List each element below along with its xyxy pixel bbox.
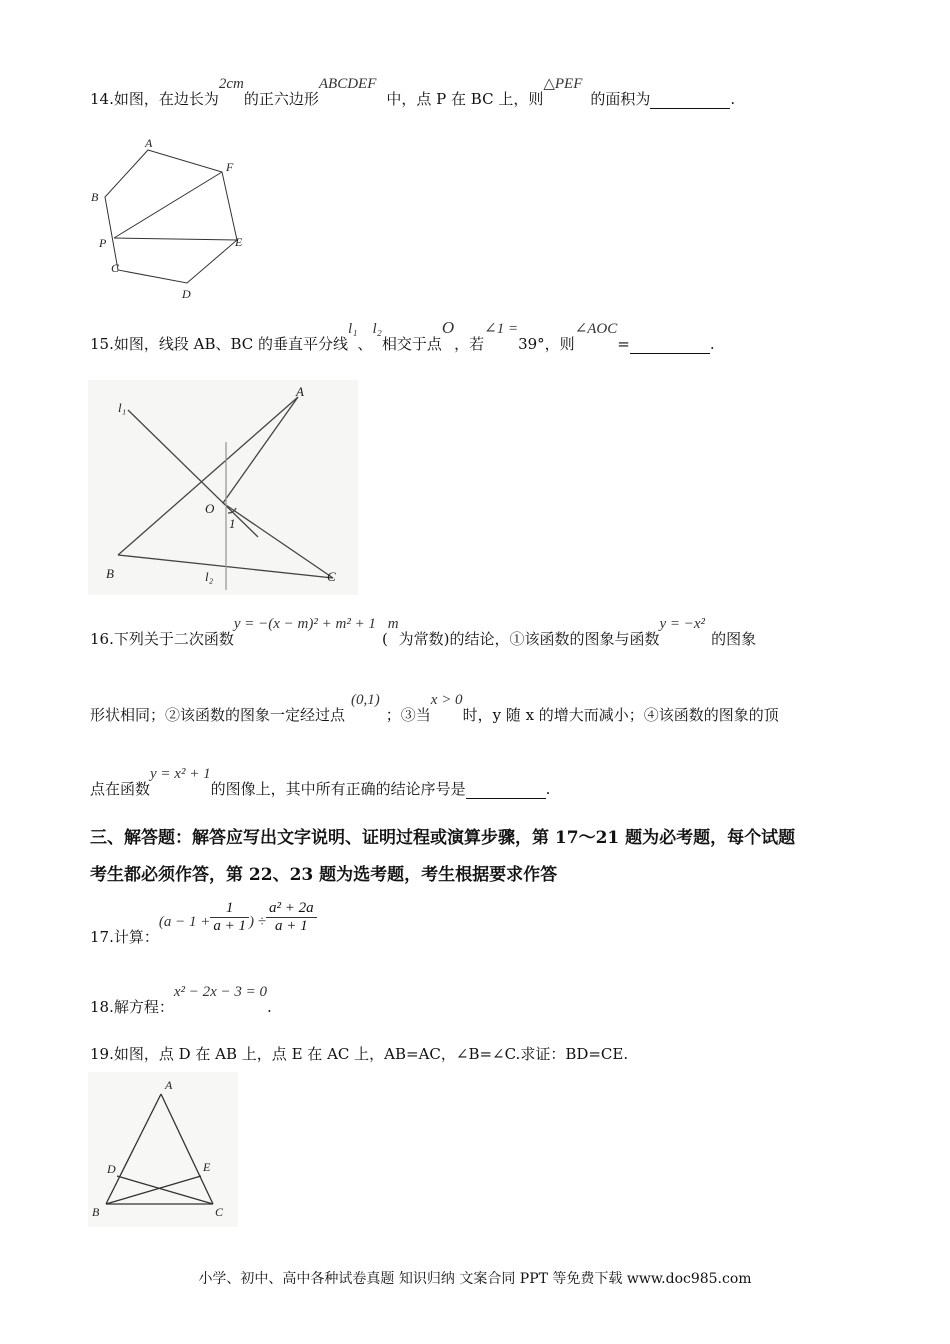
label-C: C: [327, 569, 336, 584]
label-B: B: [92, 1205, 100, 1219]
segment-PE: [114, 238, 237, 240]
label-A: A: [296, 384, 304, 399]
label-l1: l₁: [118, 400, 127, 415]
label-D: D: [107, 1162, 116, 1176]
label-D: D: [182, 287, 191, 301]
bisector-figure: [88, 380, 358, 595]
answer-blank[interactable]: [466, 784, 546, 799]
fraction-1: $\frac{1}{a + 1}$: [210, 900, 249, 935]
label-1: 1: [229, 516, 236, 531]
label-F: F: [226, 160, 234, 174]
hexagon-shape: [105, 150, 237, 283]
footer-text: 小学、初中、高中各种试卷真题 知识归纳 文案合同 PPT 等免费下载 www.doc985.com: [198, 1271, 752, 1287]
label-C: C: [215, 1205, 224, 1219]
label-B: B: [91, 190, 99, 204]
hexagon-figure: [85, 135, 265, 305]
label-O: O: [205, 501, 215, 516]
photo-background: [88, 380, 358, 595]
label-B: B: [106, 566, 114, 581]
label-E: E: [203, 1160, 211, 1174]
answer-blank[interactable]: [650, 94, 730, 109]
fraction-2: $\frac{\text{a² + 2a}}{a + 1}$: [266, 900, 317, 935]
q19-text: 19.如图，点 D 在 AB 上，点 E 在 AC 上，AB=AC，∠B=∠C.求证：BD=CE.: [90, 1045, 629, 1063]
q16-line1: 16.下列关于二次函数y = −(x − m)² + m² + 1(m为常数)的结论，①该函数的图象与函数y = −x²的图象: [90, 616, 757, 648]
label-E: E: [235, 235, 243, 249]
q15-text: 15.如图，线段 AB、BC 的垂直平分线l₁、l₂相交于点O，若∠1 =39°，则∠AOC= .: [90, 318, 715, 353]
label-A: A: [145, 136, 153, 150]
q14-text: 14.如图，在边长为2cm的正六边形ABCDEF中，点 P 在 BC 上，则△PEF的面积为 .: [90, 76, 736, 108]
label-C: C: [111, 261, 120, 275]
answer-blank[interactable]: [630, 339, 710, 354]
q18-text: 18.解方程：x² − 2x − 3 = 0.: [90, 984, 272, 1016]
section-3-heading-line1: 三、解答题：解答应写出文字说明、证明过程或演算步骤，第 17～21 题为必考题，每个试题: [90, 828, 796, 848]
q17-text: 17.计算：(a − 1 + $\frac{1}{a + 1}$ ) ÷ $\frac{\text{a² + 2a}}{a + 1}$: [90, 900, 317, 935]
q16-line3: 点在函数y = x² + 1的图像上，其中所有正确的结论序号是 .: [90, 766, 551, 798]
segment-PF: [114, 172, 222, 238]
label-A: A: [165, 1078, 173, 1092]
q16-line2: 形状相同；②该函数的图象一定经过点(0,1)；③当x > 0时，y 随 x 的增大而减小；④该函数的图象的顶: [90, 692, 779, 724]
triangle-figure: [88, 1072, 238, 1227]
label-P: P: [99, 236, 107, 250]
label-l2: l₂: [205, 569, 214, 584]
section-3-heading-line2: 考生都必须作答，第 22、23 题为选考题，考生根据要求作答: [90, 865, 558, 885]
